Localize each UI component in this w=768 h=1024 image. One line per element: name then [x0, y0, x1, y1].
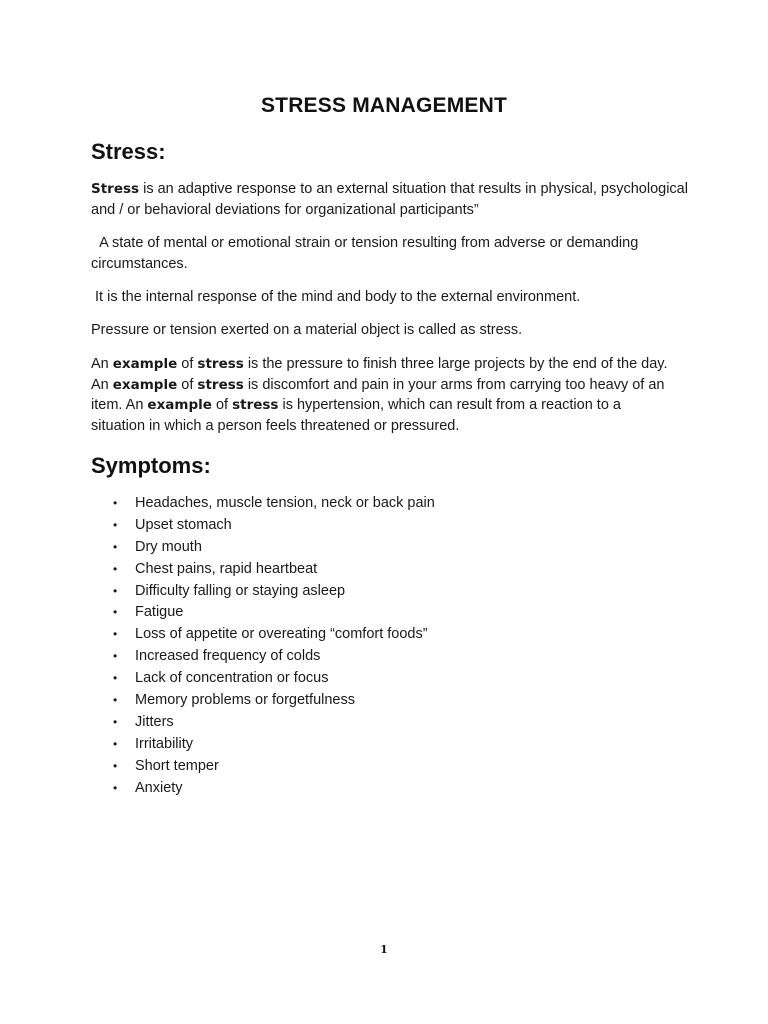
symptom-text: Chest pains, rapid heartbeat — [135, 560, 318, 577]
bullet-icon: • — [113, 736, 118, 751]
examples-text-3: is the pressure to finish three large projects by the end of the day. An — [91, 356, 668, 393]
symptom-text: Increased frequency of colds — [135, 648, 321, 665]
stress-definition-text: is an adaptive response to an external situation that results in physical, psychological and / or behavioral deviations for organizational participants” — [91, 181, 688, 218]
examples-text-6: of — [211, 397, 233, 413]
bullet-icon: • — [113, 539, 118, 554]
document-title: STRESS MANAGEMENT — [260, 94, 508, 117]
symptom-list-item — [91, 581, 435, 603]
symptom-text: Fatigue — [135, 604, 184, 621]
internal-response-paragraph: It is the internal response of the mind and body to the external environment. — [91, 289, 581, 305]
symptom-list-item — [91, 756, 435, 778]
symptom-text: Headaches, muscle tension, neck or back pain — [135, 495, 435, 511]
page-number: 1 — [380, 943, 388, 956]
bullet-icon: • — [113, 671, 118, 686]
symptoms-heading: Symptoms: — [91, 453, 211, 478]
symptom-text: Jitters — [135, 713, 174, 730]
symptom-list-item — [91, 712, 435, 734]
stress-term-1: stress — [197, 356, 244, 372]
stress-term-3: stress — [232, 397, 279, 413]
bullet-icon: • — [113, 714, 118, 729]
bullet-icon: • — [113, 496, 118, 510]
examples-text-4: of — [177, 376, 198, 393]
bullet-icon: • — [113, 693, 118, 708]
example-term-2: example — [112, 376, 178, 393]
symptom-list-item — [91, 690, 435, 712]
examples-text-1: An — [91, 356, 113, 372]
symptom-list-item — [91, 668, 435, 690]
examples-text-7: is hypertension, which can result from a reaction to a situation in which a person feels threatened or pressured. — [91, 397, 621, 434]
stress-definition-paragraph — [91, 179, 691, 220]
symptom-list-item — [91, 624, 435, 646]
example-term-3: example — [147, 397, 212, 413]
examples-text-5: is discomfort and pain in your arms from carrying too heavy of an item. An — [91, 376, 665, 413]
stress-term-2: stress — [197, 376, 244, 393]
symptom-list-item — [91, 493, 435, 515]
symptom-text: Anxiety — [135, 779, 183, 796]
symptoms-list — [91, 493, 435, 799]
bullet-icon: • — [113, 780, 118, 795]
bullet-icon: • — [113, 758, 118, 773]
symptom-text: Difficulty falling or staying asleep — [135, 582, 346, 599]
symptom-list-item — [91, 602, 435, 624]
examples-text-2: of — [177, 356, 198, 372]
symptom-list-item — [91, 734, 435, 756]
symptom-list-item — [91, 515, 435, 537]
symptom-text: Dry mouth — [135, 538, 202, 555]
symptom-list-item — [91, 559, 435, 581]
symptom-text: Upset stomach — [135, 516, 232, 533]
symptom-list-item — [91, 778, 435, 800]
bullet-icon: • — [113, 605, 118, 620]
stress-heading: Stress: — [91, 139, 166, 164]
symptom-text: Short temper — [135, 757, 219, 774]
bullet-icon: • — [113, 517, 118, 532]
symptom-text: Loss of appetite or overeating “comfort foods” — [135, 626, 428, 643]
symptom-list-item — [91, 646, 435, 668]
bullet-icon: • — [113, 583, 118, 598]
symptom-list-item — [91, 537, 435, 559]
bullet-icon: • — [113, 649, 118, 664]
stress-term: Stress — [91, 181, 140, 197]
symptom-text: Memory problems or forgetfulness — [135, 692, 355, 709]
symptom-text: Irritability — [135, 735, 194, 752]
bullet-icon: • — [113, 627, 118, 642]
stress-examples-paragraph — [91, 354, 671, 436]
bullet-icon: • — [113, 561, 118, 576]
example-term-1: example — [112, 356, 178, 372]
pressure-tension-paragraph: Pressure or tension exerted on a material object is called as stress. — [91, 322, 523, 338]
mental-strain-paragraph: A state of mental or emotional strain or tension resulting from adverse or demanding circumstances. — [91, 235, 643, 272]
symptom-text: Lack of concentration or focus — [135, 670, 329, 687]
